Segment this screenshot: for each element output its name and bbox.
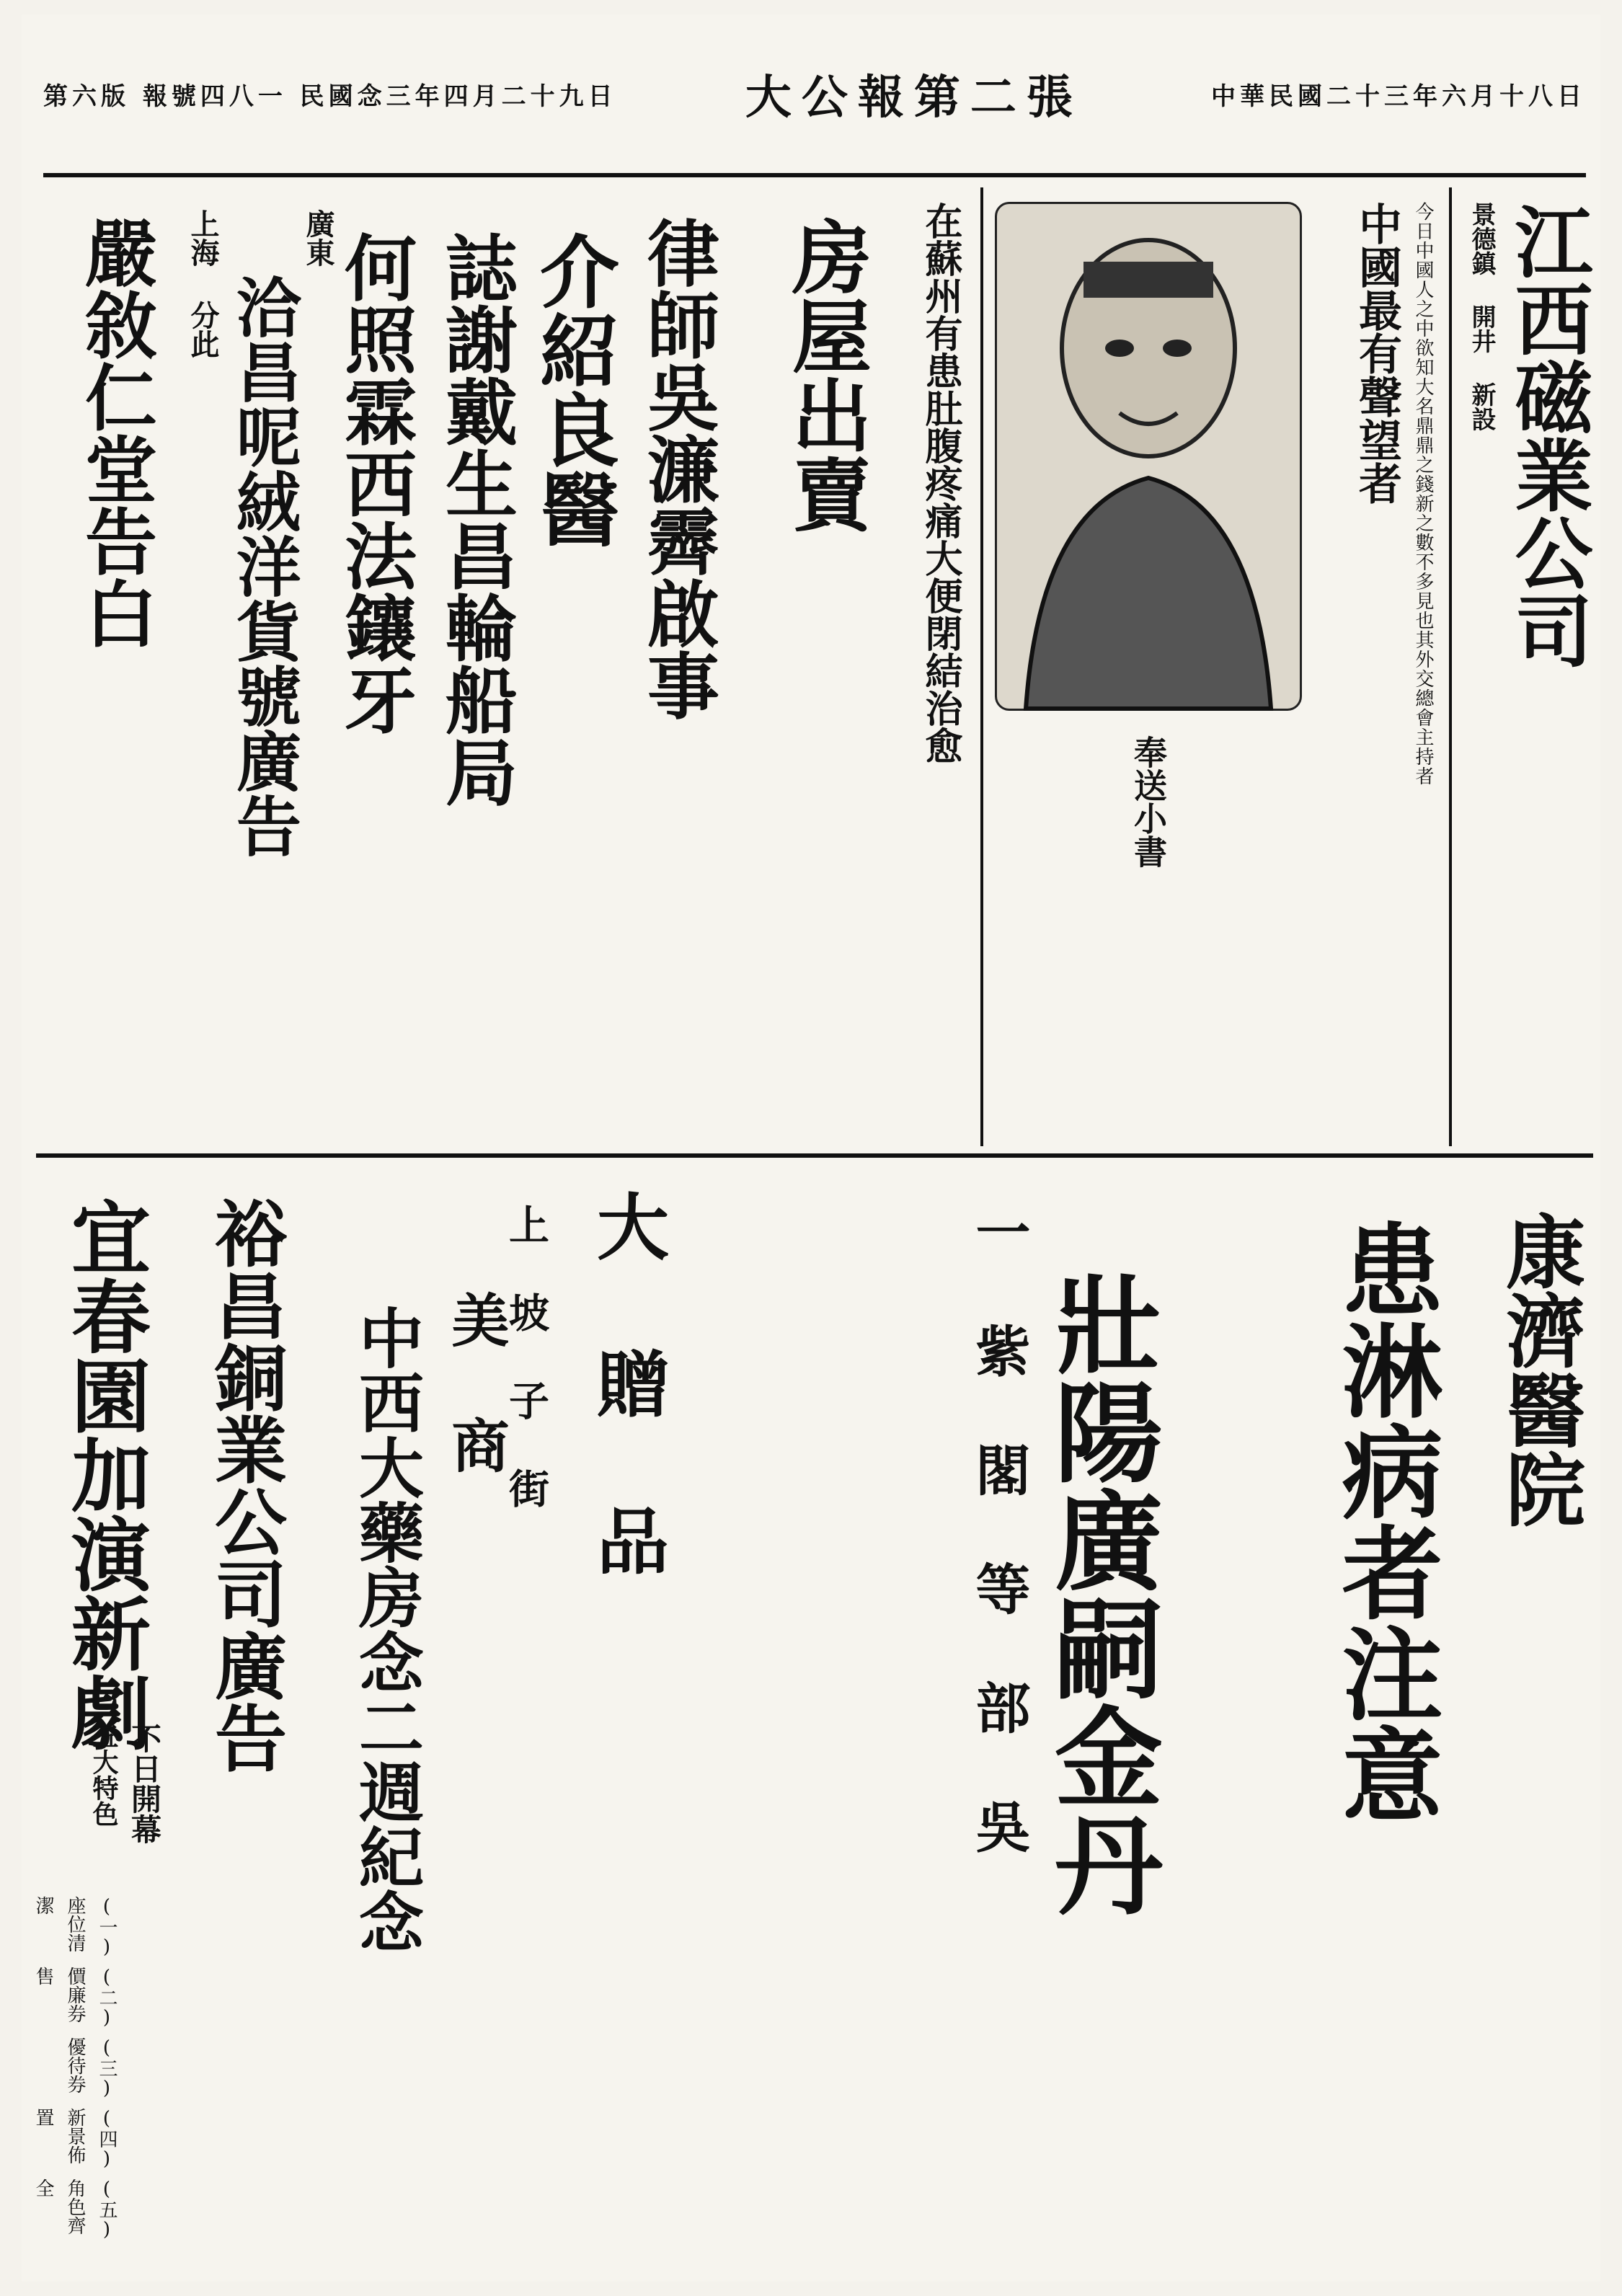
ad-doctor [519,187,620,1139]
ad-dental-title: 何照霖西法鑲牙 [332,231,417,735]
ad-kangji-title: 康濟醫院 [1493,1211,1586,1528]
ad-famous-title: 中國最有聲望者 [1352,202,1402,505]
ad-theatre-title: 宜春園加演新劇 [58,1197,151,1752]
ad-zhuang-tag: 一 紫 閣 等 部 吳 [967,1204,1031,1853]
column-rule [1449,187,1452,1146]
ad-clinic-title: 在蘇州有患肚腹疼痛大便閉結治愈 [918,202,962,764]
newspaper-page [22,14,1600,2282]
column-rule [980,187,983,1146]
ad-theatre-features [32,1896,123,2243]
ad-foreign-title: 洽昌呢絨洋貨號廣告 [225,274,301,858]
masthead-left: 第六版 報號四八一 民國念三年四月二十九日 [43,81,617,111]
ad-yan [36,187,173,1139]
ad-lin-title: 患淋病者注意 [1325,1218,1443,1824]
ad-dental [303,187,418,1139]
ad-famous-sub: 今日中國人之中欲知大名鼎鼎之錢新之數不多見也其外交總會主持者 [1412,202,1434,786]
portrait-image [995,202,1302,711]
feature-item: (五)角色齊全 [32,2178,118,2240]
ad-gift-store: 中西大藥房念二週紀念 [347,1305,424,1954]
ad-lawyer-title: 律師吳濂霽啟事 [635,216,720,721]
masthead-right: 中華民國二十三年六月十八日 [1211,81,1586,111]
ad-gift [288,1175,692,2256]
ad-yan-title: 嚴敘仁堂告白 [73,216,158,649]
ad-foreign-tag: 上海 分此 [186,209,220,358]
ad-lawyer [620,187,721,1139]
ad-copper [166,1175,288,2256]
feature-item: (三)優待券 [64,2037,118,2099]
feature-item: (二)價廉券售 [32,1967,118,2029]
ad-gift-street: 上 坡 子 街 [502,1204,550,1508]
ad-house-title: 房屋出賣 [779,216,872,533]
ad-zhuang [872,1175,1276,2256]
portrait-drawing [997,204,1300,709]
ad-house [721,187,879,1139]
ad-gift-top: 大 贈 品 [585,1189,670,1576]
ad-theatre-note: 不日開幕 [127,1723,162,1844]
ad-thanks-title: 誌謝戴生昌輪船局 [433,231,518,807]
ad-jiangxi-side: 景德鎮 開井 新設 [1467,202,1496,431]
ad-copper-title: 裕昌銅業公司廣告 [203,1197,288,1773]
ad-doctor-title: 介紹良醫 [527,231,620,548]
ad-lin [1290,1175,1449,2256]
ad-theatre-features-label: 五大特色 [89,1723,119,1827]
ad-foreign [187,187,303,1139]
masthead-title: 大公報第二張 [745,71,1083,125]
ad-jiangxi-title: 江西磁業公司 [1502,202,1592,669]
ad-zhuang-title: 壯陽廣嗣金丹 [1036,1269,1163,1918]
masthead [43,14,1586,177]
ad-clinic [887,187,973,1139]
feature-item: (一)座位清潔 [32,1896,118,1958]
section-rule [36,1153,1593,1158]
ad-theatre [32,1175,166,2256]
ad-famous [988,187,1442,1139]
feature-item: (四)新景佈置 [32,2108,118,2170]
ad-gift-shop: 美 商 [442,1290,510,1473]
ad-jiangxi [1456,187,1593,1139]
ad-thanks [418,187,519,1139]
ad-dental-tag: 廣東 [301,209,335,267]
ad-famous-prize: 奉送小書 [1129,735,1168,868]
ad-kangji [1456,1175,1593,2256]
